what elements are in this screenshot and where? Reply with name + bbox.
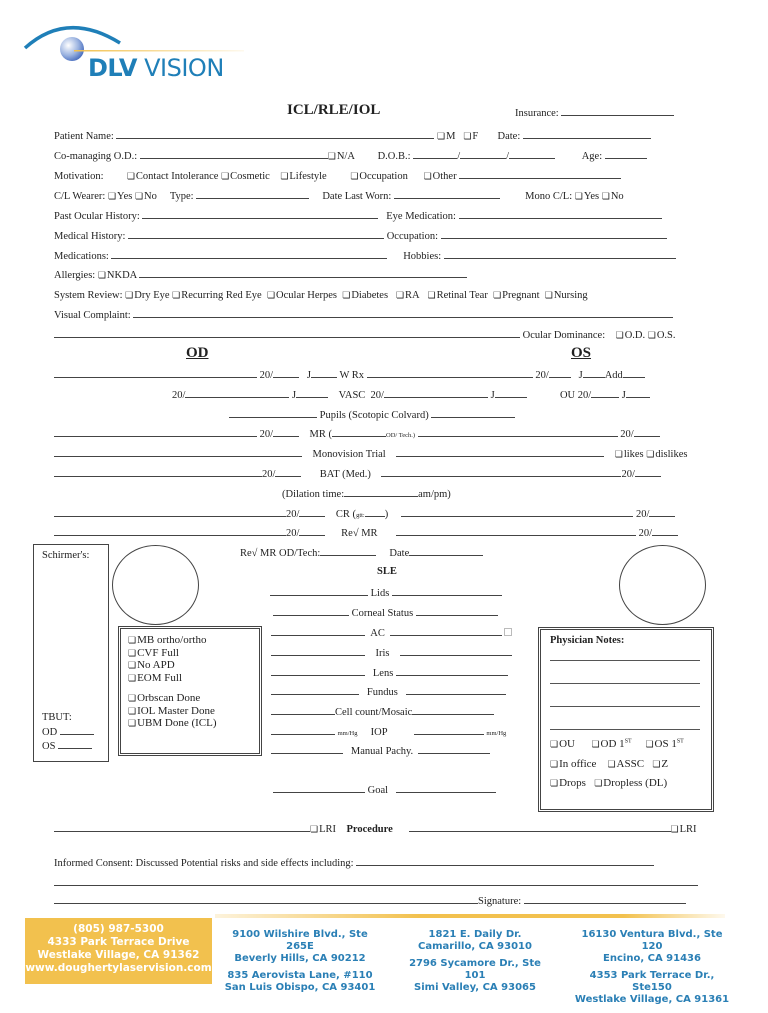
sr-ra[interactable]: ❏ RA [396, 290, 420, 301]
sr-diabetes[interactable]: ❏ Diabetes [342, 290, 388, 301]
dob-day-field[interactable] [460, 149, 506, 159]
dominance-od[interactable]: ❏ O.D. [616, 330, 646, 341]
procedure-label: Procedure [346, 824, 393, 835]
gtt-field[interactable] [365, 507, 385, 517]
cr-os-field[interactable] [401, 507, 633, 517]
sr-nursing[interactable]: ❏ Nursing [545, 290, 588, 301]
age-label: Age: [581, 151, 603, 162]
monovision-od-field[interactable] [54, 447, 302, 457]
tbut-os-label: OS [42, 741, 56, 752]
opt-z[interactable]: ❏ Z [652, 758, 668, 770]
past-ocular-field[interactable] [142, 209, 378, 219]
schirmer-box [33, 544, 109, 762]
recheck-tech-field[interactable] [320, 546, 376, 556]
footer-accent-line [215, 914, 725, 918]
cl-wearer-no[interactable]: ❏ No [135, 191, 157, 202]
consent-field[interactable] [356, 856, 654, 866]
pachy-os[interactable] [418, 744, 490, 754]
cr-os-acuity[interactable] [649, 507, 675, 517]
sr-retinal-tear[interactable]: ❏ Retinal Tear [427, 290, 487, 301]
consent-field-2[interactable] [54, 876, 698, 886]
mr-od-field[interactable] [54, 427, 257, 437]
signature-label: Signature: [478, 896, 522, 907]
check-mb-ortho[interactable]: ❏ MB ortho/ortho [128, 634, 217, 647]
date-field[interactable] [523, 129, 651, 139]
twenty-label: 20/ [638, 528, 652, 539]
check-iol-master[interactable]: ❏ IOL Master Done [128, 705, 217, 718]
od-tech-label: OD/ Tech.) [386, 432, 416, 439]
cl-wearer-yes[interactable]: ❏ Yes [108, 191, 132, 202]
insurance-label: Insurance: [515, 108, 559, 119]
tbut-label: TBUT: [42, 712, 72, 723]
form-title: ICL/RLE/IOL [287, 102, 381, 118]
goal-od[interactable] [273, 783, 365, 793]
main-city: Westlake Village, CA 91362 [37, 949, 200, 961]
wrx-od-acuity[interactable] [273, 368, 299, 378]
bat-os-acuity[interactable] [635, 467, 661, 477]
schirmer-label: Schirmer's: [42, 550, 90, 561]
lri-od-checkbox[interactable]: ❏ LRI [310, 824, 336, 835]
hobbies-field[interactable] [444, 249, 676, 259]
fundus-od[interactable] [271, 685, 359, 695]
tbut-os-field[interactable] [58, 739, 92, 749]
vasc-od-j[interactable] [296, 388, 328, 398]
od-header: OD [186, 345, 209, 361]
visual-complaint-field[interactable] [133, 308, 673, 318]
sr-recurring-red-eye[interactable]: ❏ Recurring Red Eye [172, 290, 262, 301]
cell-count-os[interactable] [412, 705, 494, 715]
iris-label: Iris [375, 648, 390, 659]
dob-year-field[interactable] [509, 149, 555, 159]
bat-label: BAT (Med.) [319, 469, 371, 480]
signature-field[interactable] [524, 894, 686, 904]
notes-line-2[interactable] [550, 683, 700, 684]
age-field[interactable] [605, 149, 647, 159]
likes-checkbox[interactable]: ❏ likes [615, 449, 644, 460]
pachy-od[interactable] [271, 744, 343, 754]
j-label: J [306, 370, 312, 381]
ac-label: AC [370, 628, 385, 639]
lids-os[interactable] [392, 586, 502, 596]
check-orbscan[interactable]: ❏ Orbscan Done [128, 692, 217, 705]
recheck-mr-tech-label: Re√ MR OD/Tech: [240, 548, 321, 559]
physician-notes-box [538, 627, 714, 812]
ac-small-checkbox[interactable] [504, 628, 512, 636]
procedure-os-field[interactable] [409, 822, 671, 832]
wrx-label: W Rx [339, 370, 365, 381]
medications-field[interactable] [111, 249, 387, 259]
twenty-label: 20/ [286, 528, 300, 539]
visual-complaint-label: Visual Complaint: [54, 310, 131, 321]
twenty-label: 20/ [262, 469, 276, 480]
tbut-od-label: OD [42, 727, 58, 738]
sr-ocular-herpes[interactable]: ❏ Ocular Herpes [267, 290, 337, 301]
od-eye-drawing-circle[interactable] [112, 545, 199, 625]
bat-os-field[interactable] [381, 467, 621, 477]
visual-complaint-field-2[interactable] [54, 328, 520, 338]
recheck-date-field[interactable] [409, 546, 483, 556]
twenty-label: 20/ [259, 370, 274, 381]
occupation-label: Occupation: [386, 231, 439, 242]
allergies-field[interactable] [139, 268, 467, 278]
main-office-block [25, 918, 212, 984]
bat-od-acuity[interactable] [275, 467, 301, 477]
motivation-contact-intolerance[interactable]: ❏ Contact Intolerance [127, 171, 219, 182]
exam-checklist-box [118, 626, 262, 756]
procedure-od-field[interactable] [54, 822, 310, 832]
mono-cl-label: Mono C/L: [525, 191, 573, 202]
vasc-label: VASC [338, 390, 366, 401]
patient-name-label: Patient Name: [54, 131, 114, 142]
mr-os-field[interactable] [418, 427, 618, 437]
opt-assc[interactable]: ❏ ASSC [607, 758, 644, 770]
monovision-label: Monovision Trial [312, 449, 386, 460]
wrx-od-field[interactable] [54, 368, 257, 378]
sr-pregnant[interactable]: ❏ Pregnant [493, 290, 539, 301]
notes-line-1[interactable] [550, 660, 700, 661]
office-col-1: 9100 Wilshire Blvd., Ste 265E Beverly Hills, CA 90212 835 Aerovista Lane, #110 San Luis Obispo, CA 93401 [224, 929, 376, 993]
j-label: J [292, 390, 297, 401]
medical-history-label: Medical History: [54, 231, 126, 242]
mr-os-acuity[interactable] [634, 427, 660, 437]
medications-label: Medications: [54, 251, 109, 262]
vasc-os-acuity[interactable] [384, 388, 488, 398]
pupils-label: Pupils (Scotopic Colvard) [319, 410, 429, 421]
corneal-label: Corneal Status [351, 608, 414, 619]
j-label: J [490, 390, 495, 401]
bat-od-field[interactable] [54, 467, 262, 477]
goal-os[interactable] [396, 783, 496, 793]
ampm-label: am/pm) [418, 489, 451, 500]
opt-os-first[interactable]: ❏ OS 1ST [645, 738, 683, 750]
cr-od-acuity[interactable] [299, 507, 325, 517]
iris-os[interactable] [400, 646, 512, 656]
date-last-worn-label: Date Last Worn: [322, 191, 392, 202]
j-label: J [578, 370, 583, 381]
wrx-os-j[interactable] [583, 368, 605, 378]
monovision-os-field[interactable] [396, 447, 604, 457]
main-phone[interactable]: (805) 987-5300 [73, 923, 164, 935]
twenty-label: 20/ [370, 390, 384, 401]
sle-title: SLE [377, 566, 397, 577]
comanaging-label: Co-managing O.D.: [54, 151, 138, 162]
medical-history-field[interactable] [128, 229, 384, 239]
eye-medication-field[interactable] [459, 209, 662, 219]
notes-line-3[interactable] [550, 706, 700, 707]
goal-label: Goal [367, 785, 389, 796]
lens-os[interactable] [396, 666, 508, 676]
dominance-os[interactable]: ❏ O.S. [648, 330, 676, 341]
type-label: Type: [169, 191, 194, 202]
motivation-other[interactable]: ❏ Other [424, 171, 457, 182]
website-link[interactable]: www.doughertylaservision.com [25, 962, 212, 974]
motivation-label: Motivation: [54, 171, 104, 182]
fundus-label: Fundus [366, 687, 398, 698]
consent-field-3[interactable] [54, 894, 478, 904]
twenty-label: 20/ [635, 509, 650, 520]
iop-label: IOP [370, 727, 388, 738]
dilation-time-field[interactable] [344, 487, 418, 497]
add-label: Add [604, 370, 623, 381]
mr-od-acuity[interactable] [273, 427, 299, 437]
vasc-od-acuity[interactable] [185, 388, 289, 398]
cr-close: ) [384, 509, 389, 520]
os-eye-drawing-circle[interactable] [619, 545, 706, 625]
iris-od[interactable] [271, 646, 365, 656]
opt-in-office[interactable]: ❏ In office [550, 758, 596, 770]
insurance-field[interactable] [561, 106, 674, 116]
mmhg-label: mm/Hg [337, 730, 358, 737]
type-field[interactable] [196, 189, 309, 199]
hobbies-label: Hobbies: [403, 251, 442, 262]
dob-label: D.O.B.: [377, 151, 411, 162]
lri-os-checkbox[interactable]: ❏ LRI [671, 824, 697, 835]
consent-label: Informed Consent: Discussed Potential risks and side effects including: [54, 858, 354, 869]
mono-cl-yes[interactable]: ❏ Yes [575, 191, 599, 202]
check-no-apd[interactable]: ❏ No APD [128, 659, 217, 672]
brand-light: VISION [144, 54, 224, 82]
opt-drops[interactable]: ❏ Drops [550, 777, 586, 789]
lids-label: Lids [370, 588, 390, 599]
past-ocular-label: Past Ocular History: [54, 211, 140, 222]
twenty-label: 20/ [535, 370, 549, 381]
twenty-label: 20/ [259, 429, 274, 440]
patient-name-field[interactable] [116, 129, 434, 139]
pachy-label: Manual Pachy. [350, 746, 414, 757]
date-last-worn-field[interactable] [394, 189, 500, 199]
na-checkbox[interactable]: ❏ N/A [328, 151, 355, 162]
cell-count-label: Cell count/Mosaic [335, 707, 413, 718]
occupation-field[interactable] [441, 229, 667, 239]
wrx-os-acuity[interactable] [549, 368, 571, 378]
recheck-od-acuity[interactable] [299, 526, 325, 536]
motivation-lifestyle[interactable]: ❏ Lifestyle [280, 171, 326, 182]
dob-month-field[interactable] [413, 149, 457, 159]
pupils-od-field[interactable] [229, 408, 317, 418]
physician-notes-title: Physician Notes: [550, 635, 625, 646]
gtt-label: gtt: [356, 512, 365, 519]
lens-label: Lens [372, 668, 394, 679]
ocular-dominance-label: Ocular Dominance: [522, 330, 606, 341]
recheck-date-label: Date [389, 548, 410, 559]
vasc-ou-j[interactable] [626, 388, 650, 398]
corneal-od[interactable] [273, 606, 349, 616]
j-label: J [621, 390, 626, 401]
mono-cl-no[interactable]: ❏ No [602, 191, 624, 202]
male-checkbox[interactable]: ❏ M [437, 131, 455, 142]
motivation-occupation[interactable]: ❏ Occupation [350, 171, 407, 182]
iop-od[interactable] [271, 725, 335, 735]
tbut-od-field[interactable] [60, 725, 94, 735]
sr-dry-eye[interactable]: ❏ Dry Eye [125, 290, 169, 301]
opt-dropless[interactable]: ❏ Dropless (DL) [594, 777, 667, 789]
wrx-os-field[interactable] [367, 368, 533, 378]
office-col-3: 16130 Ventura Blvd., Ste 120 Encino, CA 91436 4353 Park Terrace Dr., Ste150 Westlake Village, CA 91361 [574, 929, 730, 1005]
comanaging-field[interactable] [140, 149, 328, 159]
recheck-os-field[interactable] [396, 526, 636, 536]
notes-line-4[interactable] [550, 729, 700, 730]
brand-bold: DLV [88, 54, 137, 82]
allergies-label: Allergies: [54, 270, 96, 281]
corneal-os[interactable] [416, 606, 498, 616]
eye-medication-label: Eye Medication: [386, 211, 456, 222]
dislikes-checkbox[interactable]: ❏ dislikes [646, 449, 687, 460]
twenty-label: 20/ [621, 469, 635, 480]
cr-label: CR ( [335, 509, 357, 520]
wrx-od-j[interactable] [311, 368, 337, 378]
lens-od[interactable] [271, 666, 365, 676]
os-header: OS [571, 345, 592, 361]
vasc-os-j[interactable] [495, 388, 527, 398]
twenty-label: 20/ [620, 429, 634, 440]
motivation-other-field[interactable] [459, 169, 621, 179]
date-label: Date: [497, 131, 521, 142]
ac-os[interactable] [390, 626, 502, 636]
dilation-label: (Dilation time: [282, 489, 345, 500]
check-ubm[interactable]: ❏ UBM Done (ICL) [128, 717, 217, 730]
female-checkbox[interactable]: ❏ F [463, 131, 478, 142]
motivation-cosmetic[interactable]: ❏ Cosmetic [221, 171, 270, 182]
cl-wearer-label: C/L Wearer: [54, 191, 106, 202]
ou-label: OU 20/ [559, 390, 592, 401]
office-col-2: 1821 E. Daily Dr. Camarillo, CA 93010 2796 Sycamore Dr., Ste 101 Simi Valley, CA 93065 [409, 929, 541, 993]
opt-od-first[interactable]: ❏ OD 1ST [591, 738, 631, 750]
pupils-os-field[interactable] [431, 408, 515, 418]
iop-os[interactable] [414, 725, 484, 735]
check-cvf-full[interactable]: ❏ CVF Full [128, 647, 217, 660]
fundus-os[interactable] [406, 685, 506, 695]
system-review-label: System Review: [54, 290, 123, 301]
mmhg-label: mm/Hg [486, 730, 507, 737]
cr-od-field[interactable] [54, 507, 286, 517]
mr-tech-field[interactable] [332, 427, 386, 437]
cell-count-od[interactable] [271, 705, 335, 715]
ac-od[interactable] [271, 626, 365, 636]
recheck-os-acuity[interactable] [652, 526, 678, 536]
twenty-label: 20/ [286, 509, 300, 520]
add-field[interactable] [623, 368, 645, 378]
mr-label: MR ( [309, 429, 333, 440]
recheck-mr-label: Re√ MR [341, 528, 378, 539]
opt-ou[interactable]: ❏ OU [550, 738, 575, 750]
twenty-label: 20/ [172, 390, 186, 401]
lids-od[interactable] [270, 586, 368, 596]
main-street: 4333 Park Terrace Drive [47, 936, 190, 948]
check-eom-full[interactable]: ❏ EOM Full [128, 672, 217, 685]
vasc-ou-acuity[interactable] [591, 388, 619, 398]
nkda-checkbox[interactable]: ❏ NKDA [98, 270, 137, 281]
recheck-od-field[interactable] [54, 526, 286, 536]
